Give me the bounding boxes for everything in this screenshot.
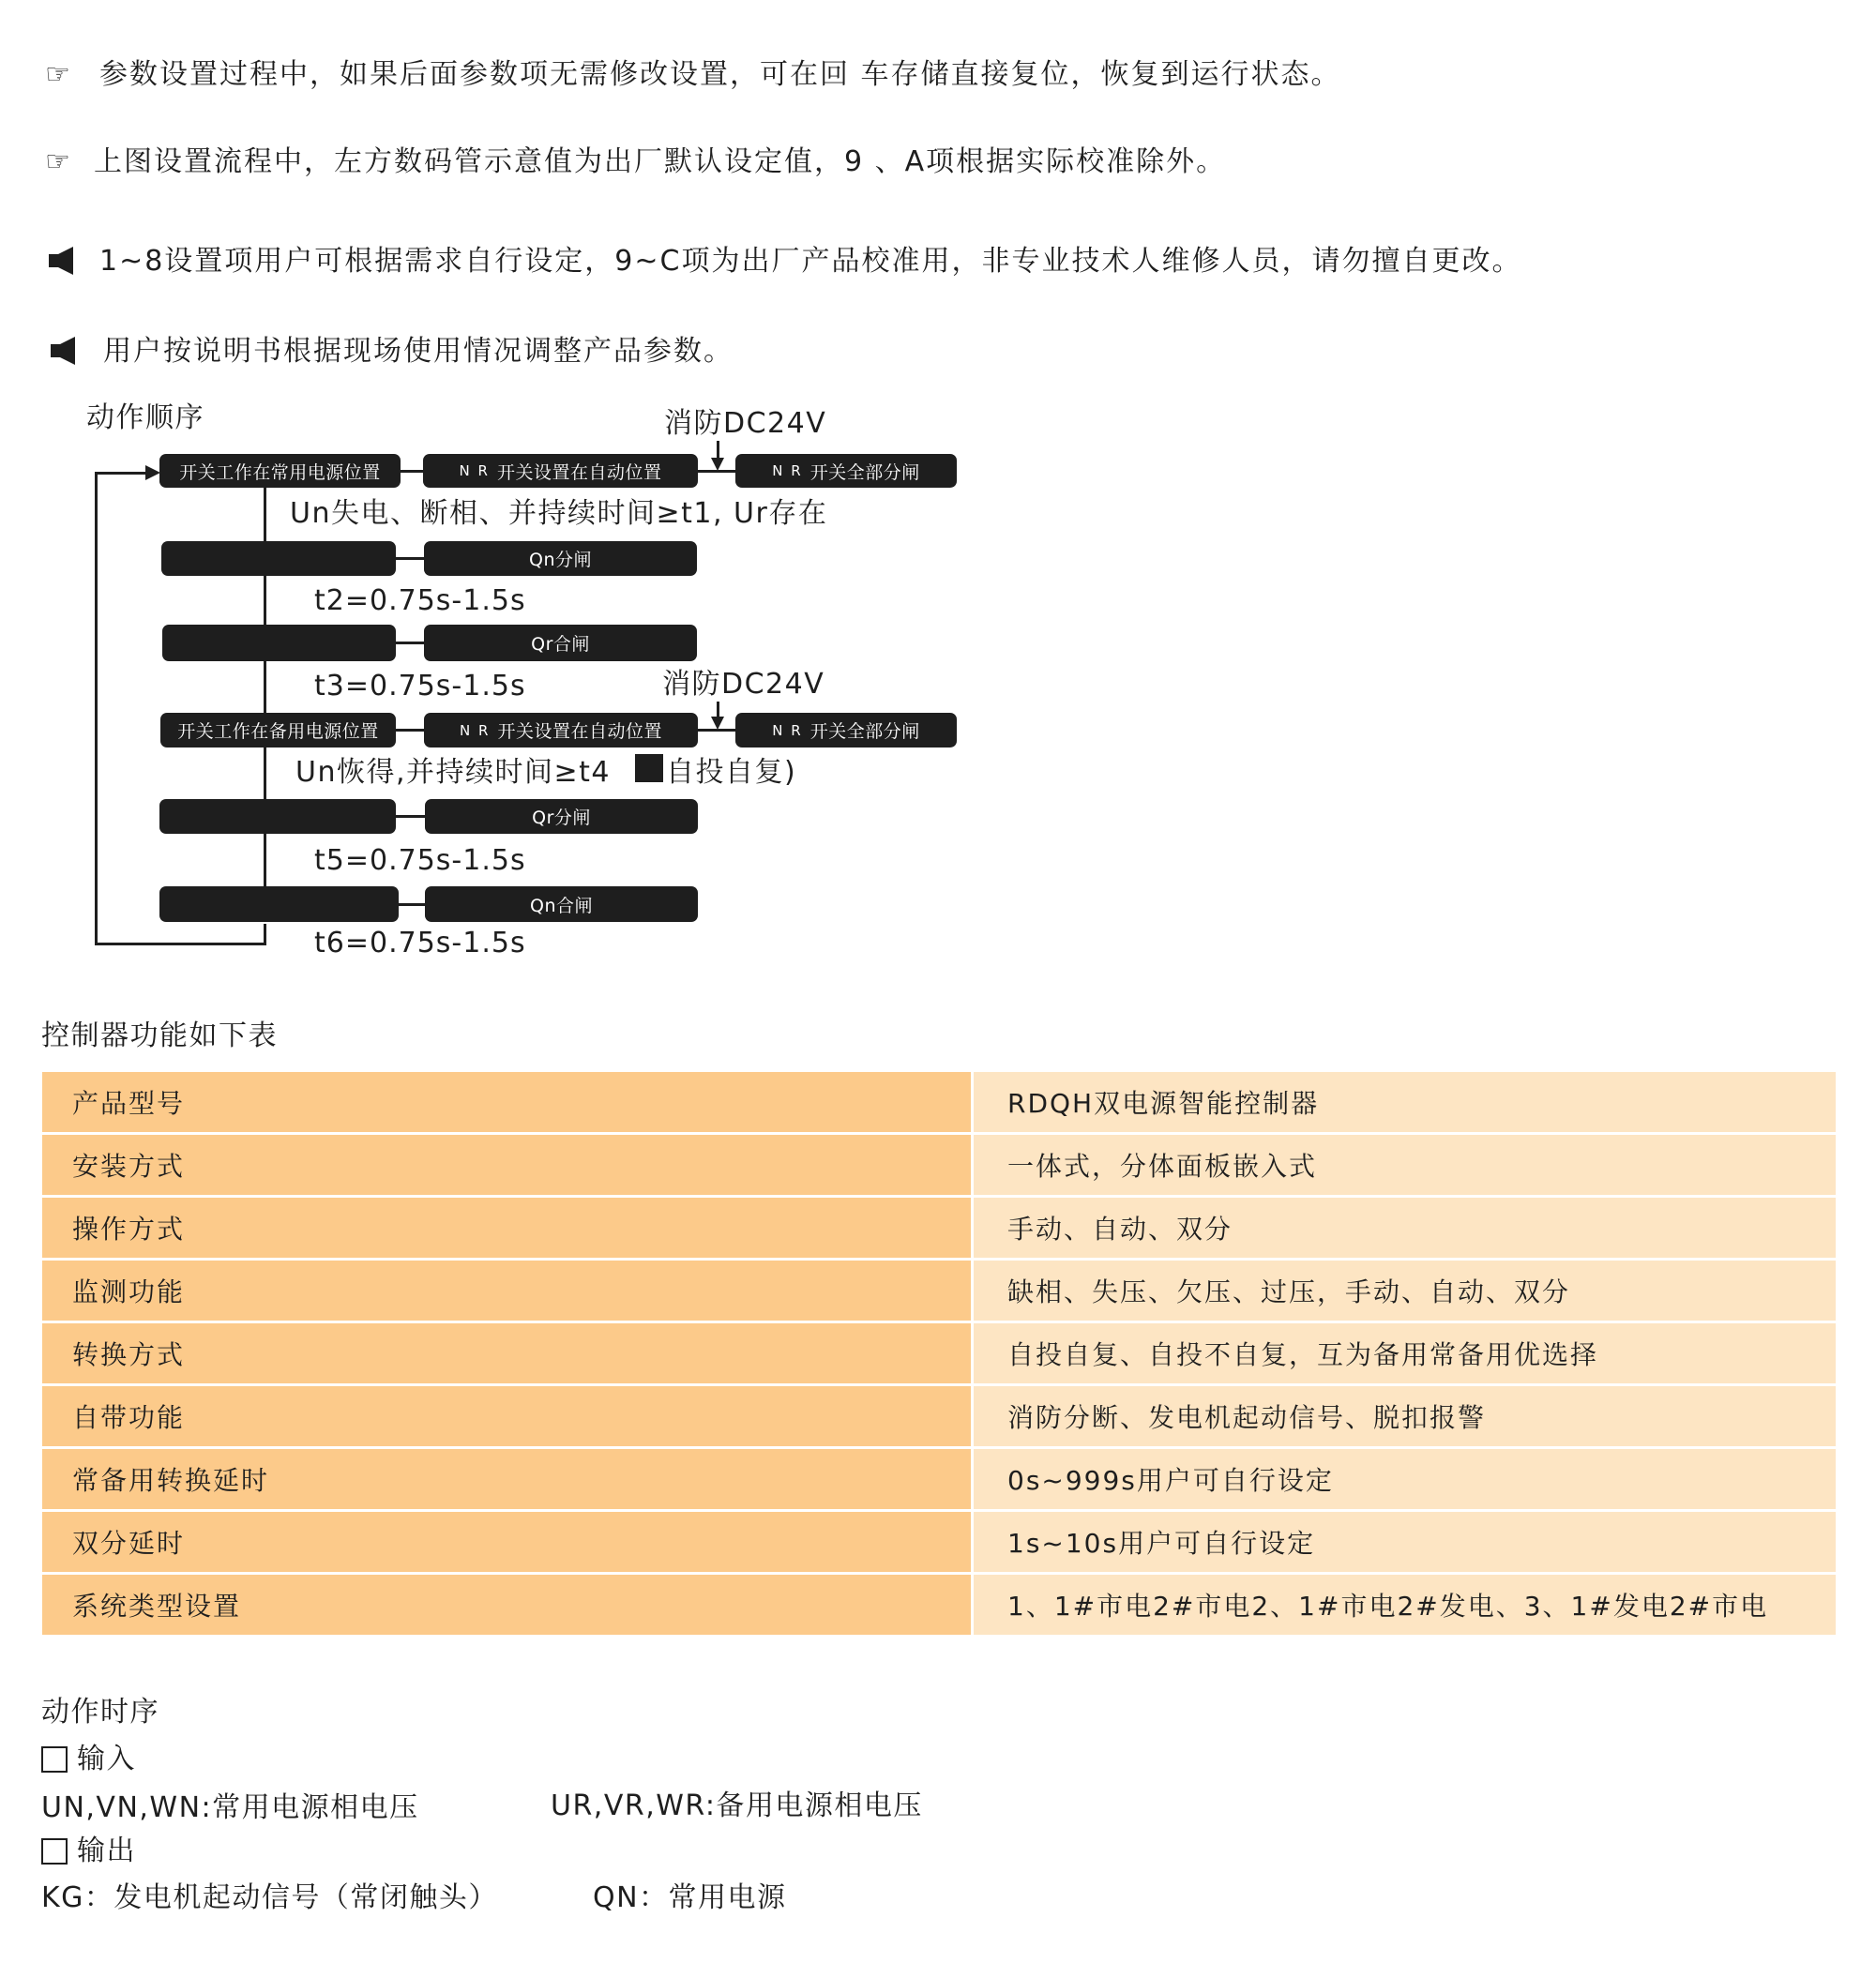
table-row (42, 1072, 1836, 1134)
switch-icon: N R (772, 721, 803, 739)
fire-signal-label: 消防DC24V (664, 407, 827, 440)
table-row (42, 1134, 1836, 1197)
table-value: 缺相、失压、欠压、过压，手动、自动、双分 (973, 1260, 1837, 1322)
flow-connector (396, 557, 424, 560)
flow-connector (396, 729, 424, 732)
flow-box-blank (162, 625, 396, 661)
table-value: 一体式，分体面板嵌入式 (973, 1134, 1837, 1197)
table-value: 1s~10s用户可自行设定 (973, 1511, 1837, 1574)
note-text: 用户按说明书根据现场使用情况调整产品参数。 (103, 335, 734, 368)
flow-connector (396, 815, 425, 818)
flow-box-blank (161, 541, 396, 576)
flow-box-normal-power: 开关工作在常用电源位置 (159, 454, 401, 488)
table-key: 双分延时 (42, 1511, 973, 1574)
fire-signal-label: 消防DC24V (662, 668, 825, 701)
table-row (42, 1260, 1836, 1322)
note-text: 参数设置过程中，如果后面参数项无需修改设置，可在回 车存储直接复位，恢复到运行状态。 (99, 58, 1341, 91)
table-value: 手动、自动、双分 (973, 1197, 1837, 1260)
hand-pointer-icon: ☞ (45, 145, 70, 178)
table-row (42, 1197, 1836, 1260)
delay-label: t2=0.75s-1.5s (314, 584, 526, 617)
flow-box-auto: N R 开关设置在自动位置 (424, 713, 698, 747)
condition-label: 自投自复) (666, 756, 797, 789)
switch-icon: N R (772, 462, 803, 479)
checkbox-icon (41, 1746, 68, 1773)
generator-signal-text: KG：发电机起动信号（常闭触头） (41, 1881, 498, 1914)
table-row (42, 1322, 1836, 1385)
normal-voltage-text: UN,VN,WN:常用电源相电压 (41, 1791, 419, 1824)
flow-connector (396, 642, 424, 644)
note-text: 上图设置流程中，左方数码管示意值为出厂默认设定值，9 、A项根据实际校准除外。 (94, 145, 1227, 178)
table-row (42, 1385, 1836, 1448)
function-table (42, 1072, 1836, 1638)
delay-label: t6=0.75s-1.5s (314, 927, 526, 959)
table-key: 产品型号 (42, 1072, 973, 1134)
redaction-block (635, 754, 663, 782)
timing-title: 动作时序 (41, 1696, 159, 1729)
flow-box-blank (159, 886, 399, 922)
arrow-down-icon (711, 717, 724, 730)
table-title: 控制器功能如下表 (41, 1019, 278, 1052)
flow-box-qr-open: Qr分闸 (425, 799, 698, 834)
table-row (42, 1574, 1836, 1637)
table-value: 0s~999s用户可自行设定 (973, 1448, 1837, 1511)
table-key: 安装方式 (42, 1134, 973, 1197)
delay-label: t5=0.75s-1.5s (314, 844, 526, 877)
checkbox-icon (41, 1838, 68, 1865)
flow-box-all-open: N R 开关全部分闸 (735, 454, 957, 488)
flow-box-qr-close: Qr合闸 (424, 625, 697, 661)
flow-line (264, 576, 266, 625)
table-value: 自投自复、自投不自复，互为备用常备用优选择 (973, 1322, 1837, 1385)
flow-box-auto: N R 开关设置在自动位置 (423, 454, 698, 488)
table-value: RDQH双电源智能控制器 (973, 1072, 1837, 1134)
condition-label: Un恢得,并持续时间≥t4 (295, 756, 611, 789)
table-key: 自带功能 (42, 1385, 973, 1448)
flow-line (264, 924, 266, 945)
hand-pointer-icon: ☞ (45, 58, 70, 91)
table-row (42, 1448, 1836, 1511)
flow-box-blank (159, 799, 396, 834)
flow-line (264, 747, 266, 799)
flow-box-all-open: N R 开关全部分闸 (735, 713, 957, 747)
table-value: 消防分断、发电机起动信号、脱扣报警 (973, 1385, 1837, 1448)
flow-line (264, 834, 266, 886)
delay-label: t3=0.75s-1.5s (314, 670, 526, 702)
flow-connector (399, 903, 425, 906)
table-value: 1、1#市电2#市电2、1#市电2#发电、3、1#发电2#市电 (973, 1574, 1837, 1637)
flow-connector (401, 470, 423, 473)
loop-line (95, 943, 266, 945)
flow-box-standby-power: 开关工作在备用电源位置 (160, 713, 396, 747)
standby-voltage-text: UR,VR,WR:备用电源相电压 (551, 1789, 923, 1822)
arrow-down-icon (711, 458, 724, 471)
condition-label: Un失电、断相、并持续时间≥t1, Ur存在 (290, 497, 828, 530)
table-key: 系统类型设置 (42, 1574, 973, 1637)
note-text: 1~8设置项用户可根据需求自行设定，9~C项为出厂产品校准用，非专业技术人维修人员，请勿擅自更改。 (99, 245, 1522, 278)
normal-power-text: QN：常用电源 (593, 1881, 787, 1914)
table-row (42, 1511, 1836, 1574)
diagram-title: 动作顺序 (86, 401, 204, 434)
switch-icon: N R (459, 462, 490, 479)
loop-line (95, 472, 147, 475)
switch-icon: N R (460, 721, 491, 739)
flow-box-qn-open: Qn分闸 (424, 541, 697, 576)
table-key: 转换方式 (42, 1322, 973, 1385)
speaker-icon (49, 335, 79, 367)
speaker-icon (47, 245, 77, 277)
arrow-right-icon (145, 465, 160, 480)
table-key: 常备用转换延时 (42, 1448, 973, 1511)
flow-line (264, 488, 266, 541)
loop-line (95, 472, 98, 945)
table-key: 操作方式 (42, 1197, 973, 1260)
input-label: 输入 (77, 1743, 136, 1775)
table-key: 监测功能 (42, 1260, 973, 1322)
output-label: 输出 (77, 1835, 136, 1867)
flow-box-qn-close: Qn合闸 (425, 886, 698, 922)
flow-line (264, 661, 266, 713)
